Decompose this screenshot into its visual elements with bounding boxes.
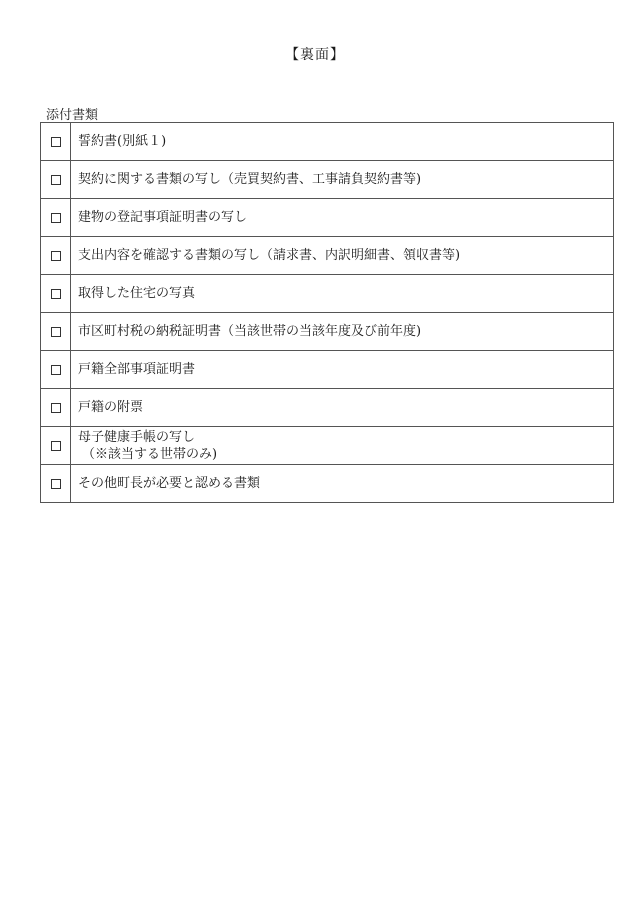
table-row (41, 123, 614, 161)
item-label: 取得した住宅の写真 (71, 275, 614, 313)
checkbox-house-photo[interactable] (51, 289, 61, 299)
checkbox-maternal-handbook[interactable] (51, 441, 61, 451)
checkbox-cell (41, 427, 71, 465)
attachments-table (40, 122, 614, 503)
checkbox-cell (41, 389, 71, 427)
table-row (41, 465, 614, 503)
item-label: 市区町村税の納税証明書（当該世帯の当該年度及び前年度) (71, 313, 614, 351)
item-label-cell (71, 427, 614, 465)
item-label: 建物の登記事項証明書の写し (71, 199, 614, 237)
checkbox-tax-certificate[interactable] (51, 327, 61, 337)
checkbox-registry-certificate[interactable] (51, 213, 61, 223)
checkbox-cell (41, 123, 71, 161)
item-label: 母子健康手帳の写し (78, 429, 196, 445)
item-label: 支出内容を確認する書類の写し（請求書、内訳明細書、領収書等) (71, 237, 614, 275)
checkbox-cell (41, 161, 71, 199)
table-row (41, 237, 614, 275)
checkbox-contract-copy[interactable] (51, 175, 61, 185)
item-label: 契約に関する書類の写し（売買契約書、工事請負契約書等) (71, 161, 614, 199)
checkbox-family-register-attachment[interactable] (51, 403, 61, 413)
item-label: 戸籍の附票 (71, 389, 614, 427)
item-label: 戸籍全部事項証明書 (71, 351, 614, 389)
table-row (41, 351, 614, 389)
checkbox-cell (41, 237, 71, 275)
item-label: 誓約書(別紙１) (71, 123, 614, 161)
table-row (41, 389, 614, 427)
page-title: 【裏面】 (285, 47, 345, 63)
checkbox-cell (41, 199, 71, 237)
checkbox-cell (41, 465, 71, 503)
checkbox-family-register[interactable] (51, 365, 61, 375)
item-label: その他町長が必要と認める書類 (71, 465, 614, 503)
attachments-section-label: 添付書類 (46, 108, 99, 123)
table-row (41, 161, 614, 199)
checkbox-cell (41, 351, 71, 389)
checkbox-cell (41, 275, 71, 313)
item-note: （※該当する世帯のみ) (82, 446, 218, 462)
checkbox-pledge[interactable] (51, 137, 61, 147)
checkbox-expense-documents[interactable] (51, 251, 61, 261)
checkbox-other-documents[interactable] (51, 479, 61, 489)
table-row (41, 199, 614, 237)
table-row (41, 275, 614, 313)
table-row (41, 427, 614, 465)
checkbox-cell (41, 313, 71, 351)
table-row (41, 313, 614, 351)
